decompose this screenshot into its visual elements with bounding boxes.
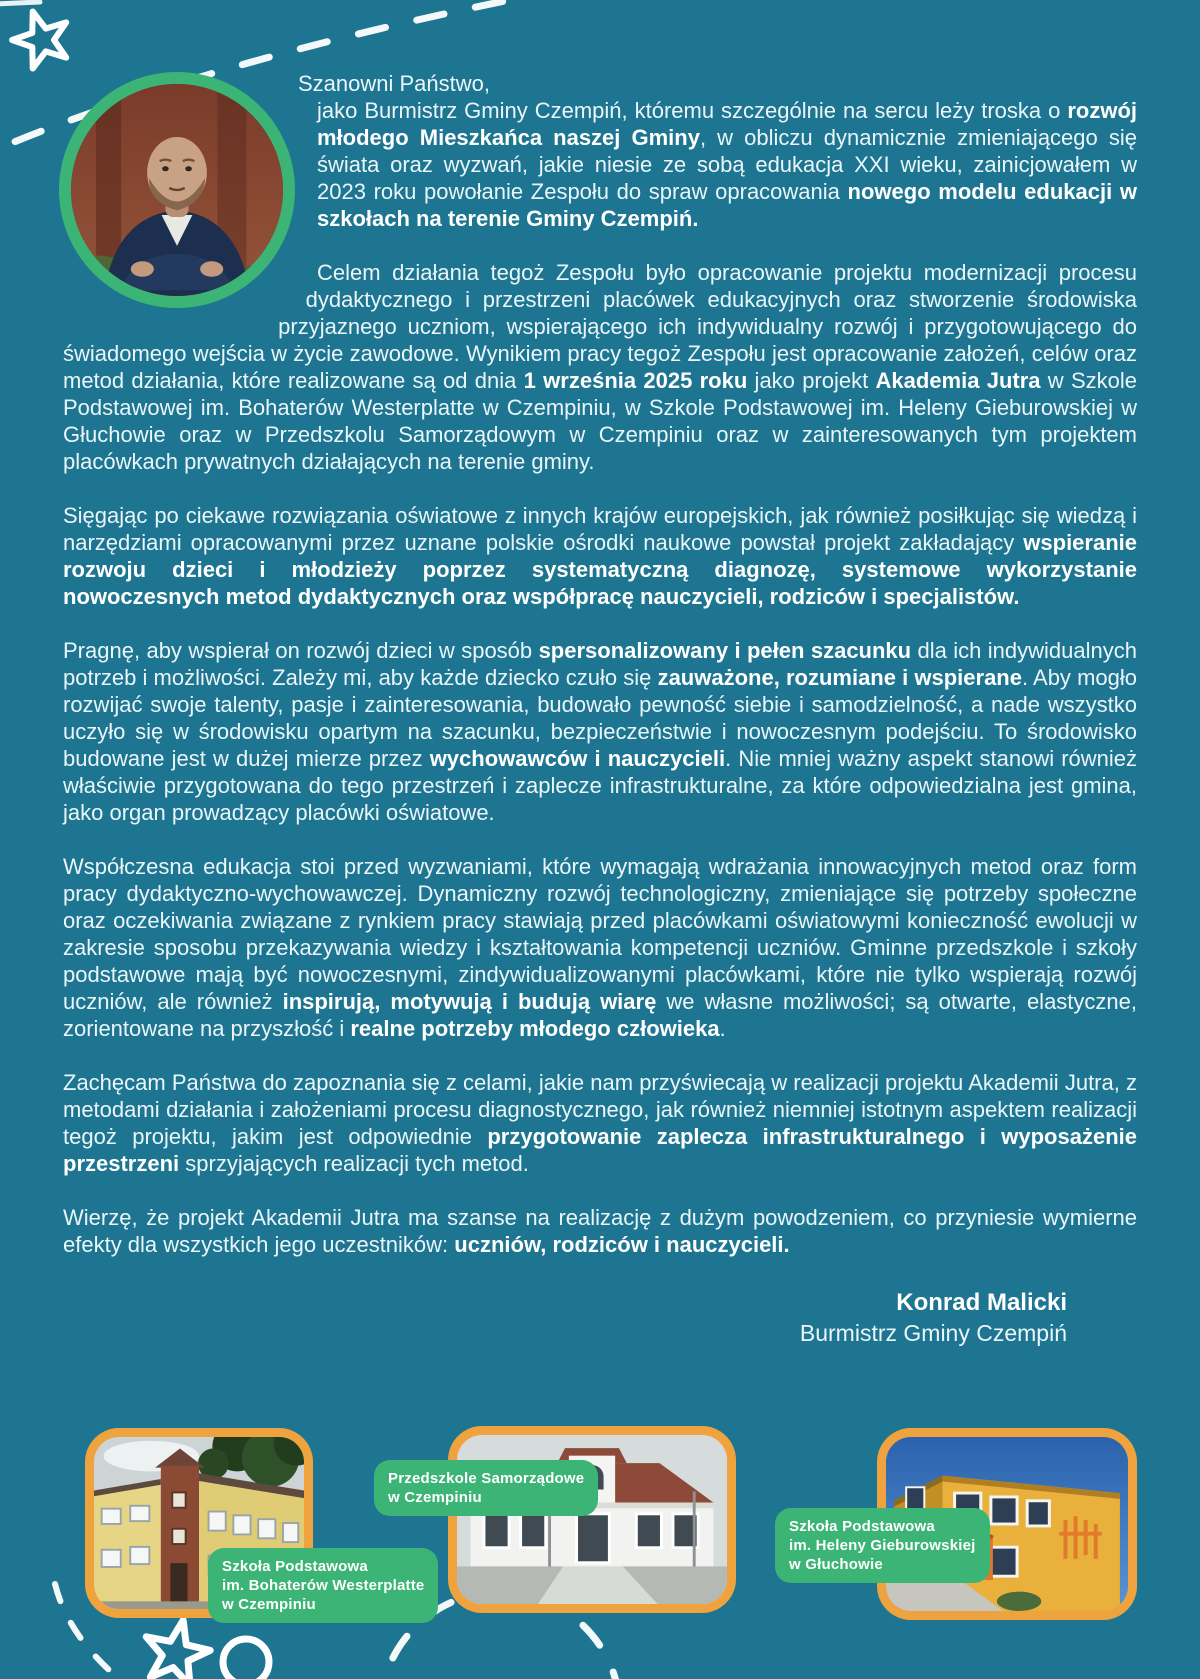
photo-frame-kindergarten (448, 1426, 736, 1613)
bottom-circle-icon (223, 1639, 269, 1679)
top-edge-dash (0, 2, 40, 4)
label-line: Przedszkole Samorządowe (388, 1470, 585, 1487)
photo-label-gluchowo (775, 1508, 990, 1583)
label-line: w Głuchowie (789, 1556, 883, 1573)
paragraph-project: Sięgając po ciekawe rozwiązania oświatowe z innych krajów europejskich, jak również posiłkując się wiedzą i narzędziami opracowanymi przez uznane polskie ośrodki naukowe powstał projekt zakładający wspieranie rozwoju dzieci i młodzieży poprzez systematyczną diagnozę, systemowe wykorzystanie nowoczesnych metod dydaktycznych oraz współpracę nauczycieli, rodziców i specjalistów. (63, 503, 1137, 609)
signature-title: Burmistrz Gminy Czempiń (799, 1320, 1067, 1346)
paragraph-support: Pragnę, aby wspierał on rozwój dzieci w sposób spersonalizowany i pełen szacunku dla ich indywidualnych potrzeb i możliwości. Zależy mi, aby każde dziecko czuło się zauważone, rozumiane i wspierane. Aby mogło rozwijać swoje talenty, pasje i zainteresowania, budowało pewność siebie i samodzielność, a nade wszystko uczyło się w środowisku opartym na szacunku, bezpieczeństwie i nowoczesnym podejściu. To środowisko budowane jest w dużej mierze przez wychowawców i nauczycieli. Nie mniej ważny aspekt stanowi również właściwie przygotowana do tego przestrzeń i zaplecze infrastrukturalne, za które odpowiedzialna jest gmina, jako organ prowadzący placówki oświatowe. (63, 638, 1138, 825)
label-line: w Czempiniu (388, 1489, 482, 1506)
label-line: im. Heleny Gieburowskiej (789, 1537, 976, 1554)
label-line: Szkoła Podstawowa (789, 1518, 935, 1535)
mayor-portrait-photo (59, 72, 295, 308)
paragraph-invitation: Zachęcam Państwa do zapoznania się z celami, jakie nam przyświecają w realizacji projektu Akademii Jutra, z metodami działania i założeniami procesu diagnostycznego, jak również niemniej istotnym aspektem realizacji tegoż projektu, jakim jest odpowiednie przygotowanie zaplecza infrastrukturalnego i wyposażenie przestrzeni sprzyjających realizacji tych metod. (63, 1070, 1137, 1176)
bottom-star-icon (138, 1613, 215, 1679)
signature-block (63, 1288, 1137, 1348)
signature-name: Konrad Malicki (896, 1289, 1067, 1316)
greeting: Szanowni Państwo, (297, 71, 490, 96)
portrait-illustration (71, 84, 283, 296)
photo-label-kindergarten (374, 1460, 598, 1516)
paragraph-modern-education: Współczesna edukacja stoi przed wyzwaniami, które wymagają wdrażania innowacyjnych metod oraz form pracy dydaktyczno-wychowawczej. Dynamiczny rozwój technologiczny, zmieniające się potrzeby społeczne oraz oczekiwania związane z rynkiem pracy stawiają przed placówkami oświatowymi konieczność ewolucji w zakresie sposobu przekazywania wiedzy i kształtowania kompetencji uczniów. Gminne przedszkole i szkoły podstawowe mają być nowoczesnymi, zindywidualizowanymi placówkami, które nie tylko wspierają rozwój uczniów, ale również inspirują, motywują i budują wiarę we własne możliwości; są otwarte, elastyczne, zorientowane na przyszłość i realne potrzeby młodego człowieka. (63, 854, 1137, 1041)
letter-body (63, 70, 1137, 1348)
label-line: w Czempiniu (222, 1596, 316, 1613)
paragraph-intro: jako Burmistrz Gminy Czempiń, któremu szczególnie na sercu leży troska o rozwój młodego Mieszkańca naszej Gminy, w obliczu dynamicznie zmieniającego się świata oraz wyzwań, jakie niesie ze sobą edukacja XXI wieku, zainicjowałem w 2023 roku powołanie Zespołu do spraw opracowania nowego modelu edukacji w szkołach na terenie Gminy Czempiń. (317, 98, 1137, 231)
photo-label-westerplatte (208, 1548, 438, 1623)
label-line: Szkoła Podstawowa (222, 1558, 368, 1575)
top-left-star-icon (6, 3, 77, 72)
paragraph-goal: Celem działania tegoż Zespołu było opracowanie projektu modernizacji procesu dydaktycznego i przestrzeni placówek edukacyjnych oraz stworzenie środowiska przyjaznego uczniom, wspierającego ich indywidualny rozwój i przygotowującego do świadomego wejścia w życie zawodowe. Wynikiem pracy tegoż Zespołu jest opracowanie założeń, celów oraz metod działania, które realizowane są od dnia 1 września 2025 roku jako projekt Akademia Jutra w Szkole Podstawowej im. Bohaterów Westerplatte w Czempiniu, w Szkole Podstawowej im. Heleny Gieburowskiej w Głuchowie oraz w Przedszkolu Samorządowym w Czempiniu oraz w zainteresowanych tym projektem placówkach prywatnych działających na terenie gminy. (63, 260, 1138, 474)
paragraph-closing: Wierzę, że projekt Akademii Jutra ma szanse na realizację z dużym powodzeniem, co przyniesie wymierne efekty dla wszystkich jego uczestników: uczniów, rodziców i nauczycieli. (63, 1205, 1137, 1257)
label-line: im. Bohaterów Westerplatte (222, 1577, 425, 1594)
